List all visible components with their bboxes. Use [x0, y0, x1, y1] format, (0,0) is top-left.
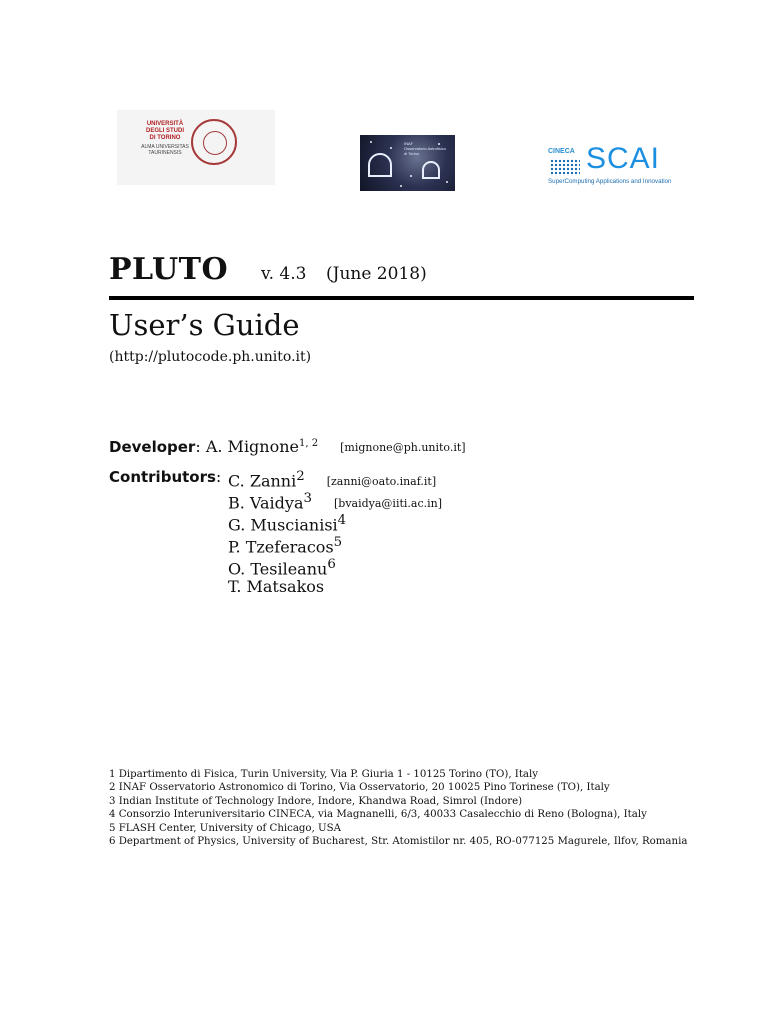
inaf-logo-text: di Torino — [404, 151, 420, 156]
footnote: 4 Consorzio Interuniversitario CINECA, via Magnanelli, 6/3, 40033 Casalecchio di Reno (Bologna), Italy — [109, 809, 647, 821]
unito-name-line: UNIVERSITÀ — [146, 121, 184, 127]
unito-name-line: DEGLI STUDI — [145, 128, 184, 134]
document-subtitle: User’s Guide — [109, 308, 300, 342]
inaf-logo-text: Osservatorio Astrofisico — [404, 146, 447, 151]
observatory-dome-icon — [422, 161, 440, 179]
developer-label: Developer — [109, 438, 196, 456]
footnote: 3 Indian Institute of Technology Indore, Indore, Khandwa Road, Simrol (Indore) — [109, 795, 523, 807]
footnote: 2 INAF Osservatorio Astronomico di Torino, Via Osservatorio, 20 10025 Pino Torinese (TO), Italy — [109, 782, 610, 794]
contributor-item: B. Vaidya$^3$ [bvaidya@iiti.ac.in] — [228, 491, 443, 513]
contributor-item: O. Tesileanu$^6$ — [228, 557, 336, 579]
contributors-label: Contributors — [109, 468, 216, 486]
footnote: 5 FLASH Center, University of Chicago, USA — [109, 822, 341, 834]
unito-name-line: DI TORINO — [149, 135, 181, 141]
project-url: (http://plutocode.ph.unito.it) — [109, 349, 312, 365]
contributor-item: G. Muscianisi$^4$ — [228, 513, 347, 535]
developer-name: A. Mignone — [205, 437, 300, 456]
footnote: 1 Dipartimento di Fisica, Turin University, Via P. Giuria 1 - 10125 Torino (TO), Italy — [109, 769, 538, 780]
observatory-dome-icon — [368, 153, 392, 177]
scai-logo — [548, 142, 688, 189]
inaf-logo — [360, 135, 455, 191]
version-label: v. 4.3 — [261, 264, 307, 284]
contributor-item: P. Tzeferacos$^5$ — [228, 535, 343, 557]
contributor-item: C. Zanni$^2$ [zanni@oato.inaf.it] — [228, 469, 437, 491]
contributor-item: T. Matsakos — [228, 577, 325, 596]
unito-logo — [117, 110, 275, 185]
contributor-email: [zanni@oato.inaf.it] — [326, 475, 437, 489]
contributor-email: [bvaidya@iiti.ac.in] — [333, 497, 443, 511]
release-date: (June 2018) — [326, 264, 427, 284]
unito-seal-icon — [191, 119, 237, 165]
footnote: 6 Department of Physics, University of Bucharest, Str. Atomistilor nr. 405, RO-077125 Magurele, Ilfov, Romania — [109, 836, 688, 848]
contributors-row: Contributors: — [109, 467, 222, 486]
developer-row: Developer: A. Mignone$^{1, 2}$ [mignone@ph.unito.it] — [109, 437, 466, 456]
developer-email: [mignone@ph.unito.it] — [340, 441, 466, 454]
cineca-label: CINECA — [548, 148, 575, 155]
scai-tagline: SuperComputing Applications and Innovation — [548, 178, 672, 185]
title-rule — [109, 296, 694, 300]
developer-affiliation: 1, 2 — [299, 438, 319, 449]
document-title: PLUTO — [109, 252, 229, 287]
scai-wordmark: SCAI — [586, 142, 661, 175]
affiliation-footnotes — [109, 768, 749, 848]
cineca-cube-icon — [550, 159, 580, 176]
inaf-logo-text: INAF — [404, 141, 414, 146]
unito-motto-line: ALMA UNIVERSITAS — [141, 144, 189, 150]
unito-motto-line: TAURINENSIS — [148, 150, 182, 156]
